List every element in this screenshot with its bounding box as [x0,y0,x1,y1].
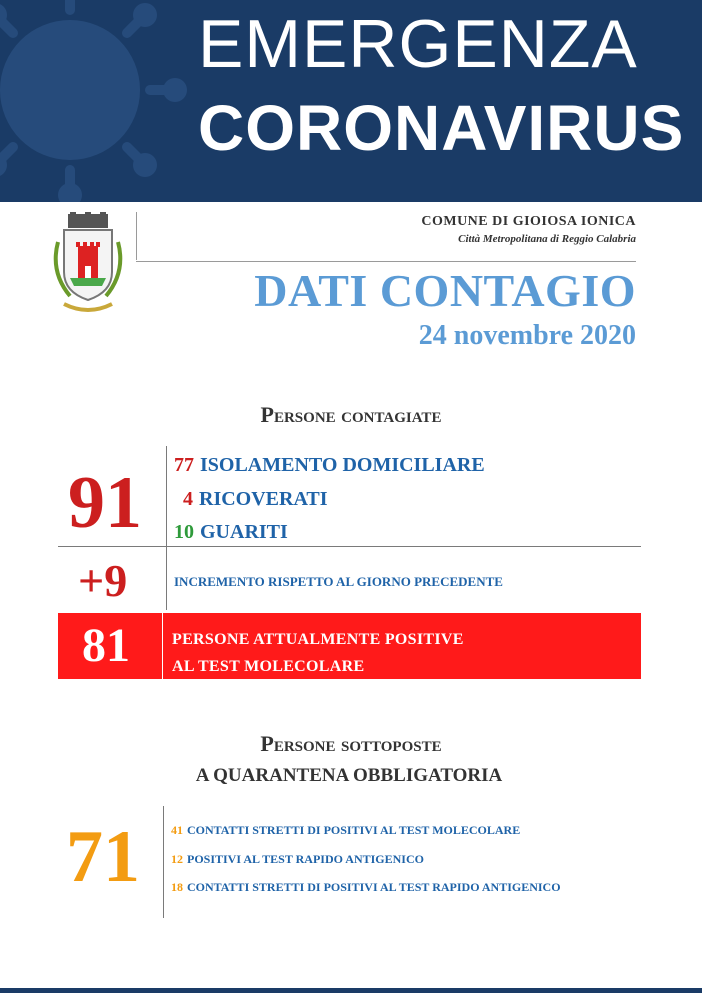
positive-label-line2: AL TEST MOLECOLARE [172,658,365,675]
divider-vertical-quarantena [163,806,164,918]
banner-title-emergenza: EMERGENZA [198,6,638,82]
total-contagiate: 91 [68,462,142,544]
row-ricoverati [183,489,328,509]
value-quarantena-2: 12 [171,852,183,866]
value-quarantena-1: 41 [171,823,183,837]
value-quarantena-3: 18 [171,880,183,894]
section-title-contagiate: Persone contagiate [260,402,442,427]
value-guariti: 10 [174,521,194,543]
increment-label: INCREMENTO RISPETTO AL GIORNO PRECEDENTE [174,574,503,589]
value-isolamento: 77 [174,454,194,476]
section-title-quarantena-2: A QUARANTENA OBBLIGATORIA [195,765,503,786]
banner [0,0,702,202]
page-title: DATI CONTAGIO [254,265,636,316]
positive-label [172,626,464,680]
footer-line [0,988,702,993]
row-guariti [174,522,288,542]
coronavirus-icon [0,0,200,202]
value-ricoverati: 4 [183,488,193,510]
coat-of-arms-icon [50,212,126,318]
label-guariti: GUARITI [200,521,288,543]
header-divider-vertical [136,212,137,260]
label-quarantena-2: POSITIVI AL TEST RAPIDO ANTIGENICO [187,852,424,866]
positive-value: 81 [82,619,130,672]
row-quarantena-1 [171,824,520,836]
divider-horizontal-contagiate [58,546,641,547]
report-date: 24 novembre 2020 [418,320,636,351]
label-quarantena-3: CONTATTI STRETTI DI POSITIVI AL TEST RAPIDO ANTIGENICO [187,880,561,894]
divider-vertical-contagiate [166,446,167,610]
total-quarantena: 71 [66,816,140,898]
row-isolamento [174,455,485,475]
header-divider-horizontal [136,261,636,262]
comune-subtitle: Città Metropolitana di Reggio Calabria [458,233,636,245]
increment-value: +9 [78,555,128,606]
row-quarantena-2 [171,853,424,865]
banner-title-coronavirus: CORONAVIRUS [198,92,685,164]
label-quarantena-1: CONTATTI STRETTI DI POSITIVI AL TEST MOLECOLARE [187,823,521,837]
label-isolamento: ISOLAMENTO DOMICILIARE [200,454,485,476]
positive-divider [162,613,163,679]
row-quarantena-3 [171,881,561,893]
label-ricoverati: RICOVERATI [199,488,328,510]
positive-label-line1: PERSONE ATTUALMENTE POSITIVE [172,631,464,648]
comune-name: COMUNE DI GIOIOSA IONICA [421,214,636,229]
section-title-quarantena-1: Persone sottoposte [260,731,442,756]
